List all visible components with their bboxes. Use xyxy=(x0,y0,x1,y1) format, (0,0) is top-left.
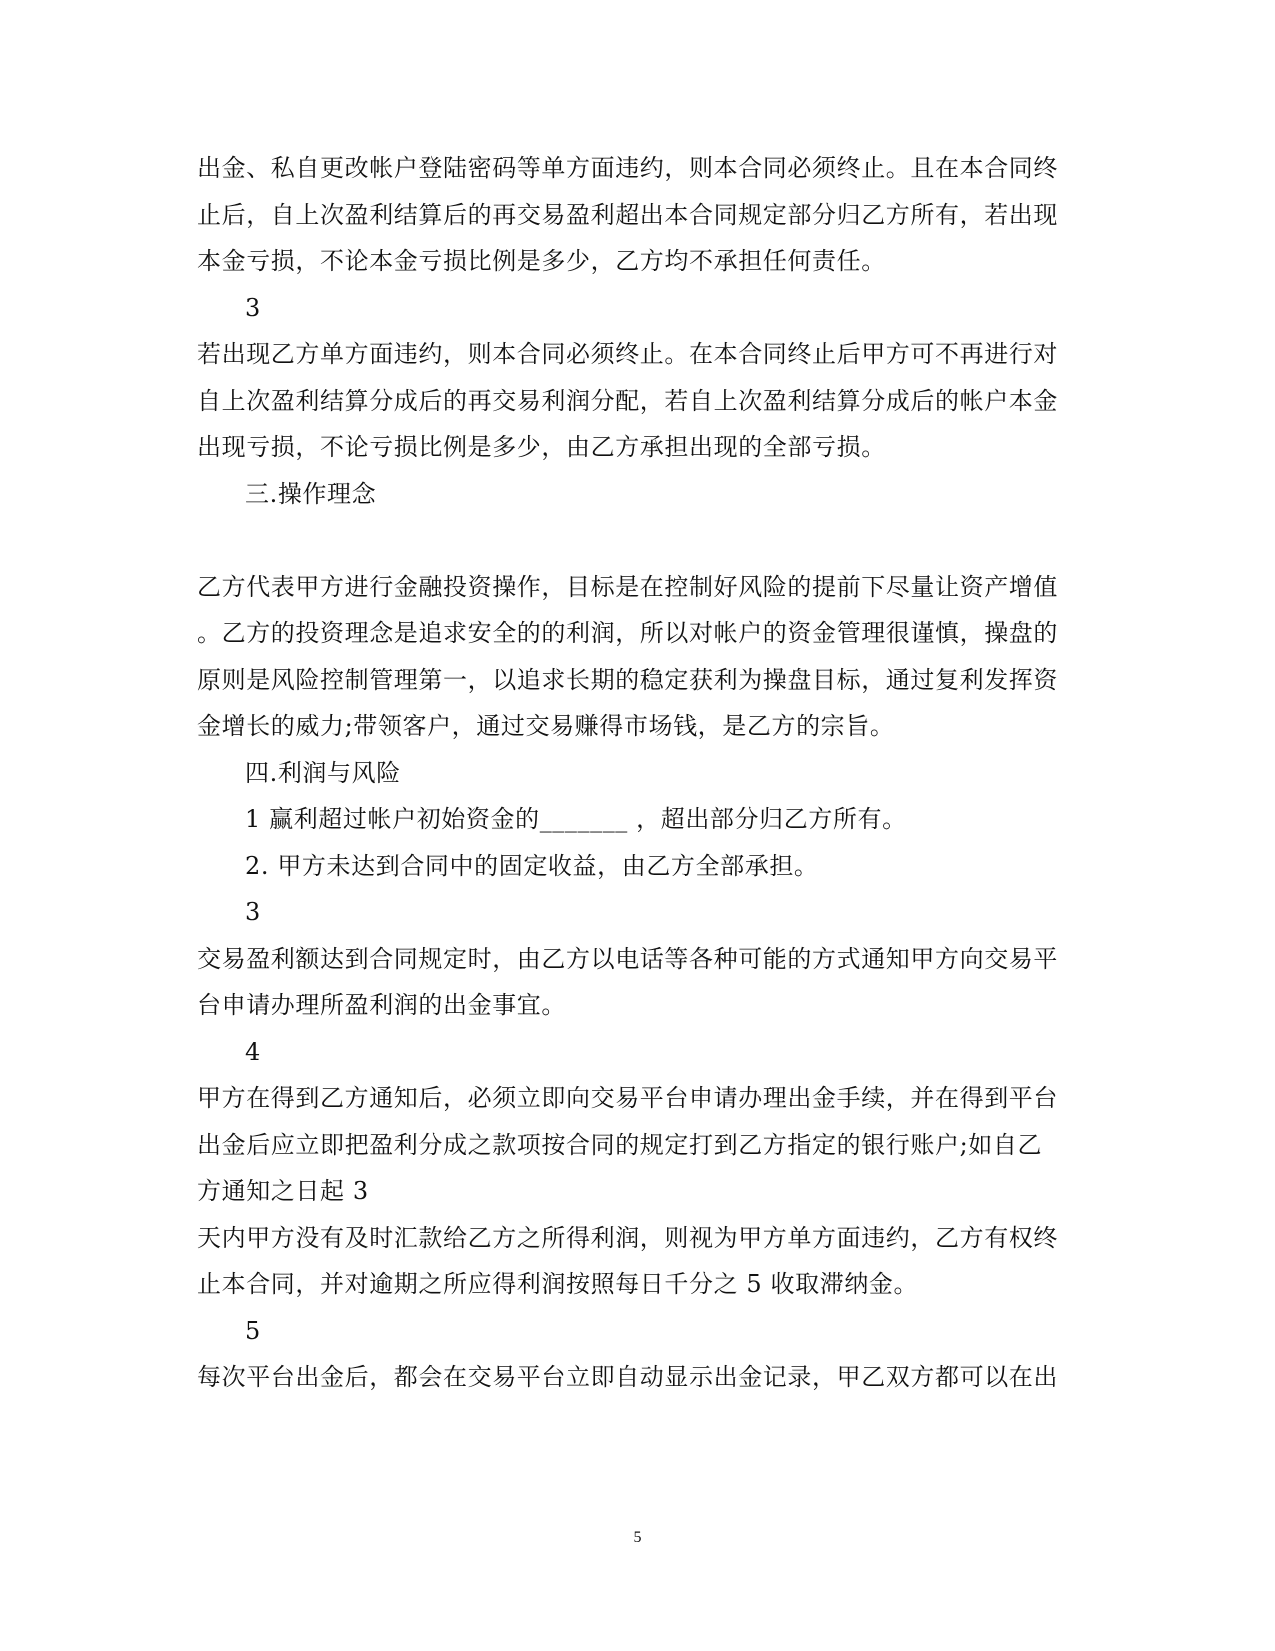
text-line: 甲方在得到乙方通知后，必须立即向交易平台申请办理出金手续，并在得到平台 xyxy=(197,1084,1058,1112)
text-line: 若出现乙方单方面违约，则本合同必须终止。在本合同终止后甲方可不再进行对 xyxy=(197,340,1058,368)
text-line: 。乙方的投资理念是追求安全的的利润，所以对帐户的资金管理很谨慎，操盘的 xyxy=(197,619,1058,647)
text-line: 出金后应立即把盈利分成之款项按合同的规定打到乙方指定的银行账户;如自乙 xyxy=(197,1131,1043,1159)
text-line: 台申请办理所盈利润的出金事宜。 xyxy=(197,991,566,1019)
text-line: 2. 甲方未达到合同中的固定收益，由乙方全部承担。 xyxy=(245,852,819,880)
item-number: 3 xyxy=(245,294,261,322)
text-line: 原则是风险控制管理第一，以追求长期的稳定获利为操盘目标，通过复利发挥资 xyxy=(197,666,1058,694)
text-line: 本金亏损，不论本金亏损比例是多少，乙方均不承担任何责任。 xyxy=(197,247,886,275)
page-number: 5 xyxy=(633,1529,642,1546)
text-line: 自上次盈利结算分成后的再交易利润分配，若自上次盈利结算分成后的帐户本金 xyxy=(197,387,1058,415)
section-heading: 三.操作理念 xyxy=(245,480,377,508)
text-line: 方通知之日起 3 xyxy=(197,1177,369,1205)
text-line: 交易盈利额达到合同规定时，由乙方以电话等各种可能的方式通知甲方向交易平 xyxy=(197,945,1058,973)
text-line: 乙方代表甲方进行金融投资操作，目标是在控制好风险的提前下尽量让资产增值 xyxy=(197,573,1058,601)
item-number: 4 xyxy=(245,1038,261,1066)
text-line: 每次平台出金后，都会在交易平台立即自动显示出金记录，甲乙双方都可以在出 xyxy=(197,1363,1058,1391)
text-line: 1 赢利超过帐户初始资金的_______ ，超出部分归乙方所有。 xyxy=(245,805,907,833)
item-number: 3 xyxy=(245,898,261,926)
text-line: 出现亏损，不论亏损比例是多少，由乙方承担出现的全部亏损。 xyxy=(197,433,886,461)
item-number: 5 xyxy=(245,1317,261,1345)
text-line: 止后，自上次盈利结算后的再交易盈利超出本合同规定部分归乙方所有，若出现 xyxy=(197,201,1058,229)
text-line: 天内甲方没有及时汇款给乙方之所得利润，则视为甲方单方面违约，乙方有权终 xyxy=(197,1224,1058,1252)
text-line: 止本合同，并对逾期之所应得利润按照每日千分之 5 收取滞纳金。 xyxy=(197,1270,919,1298)
section-heading: 四.利润与风险 xyxy=(245,759,401,787)
text-line: 金增长的威力;带领客户，通过交易赚得市场钱，是乙方的宗旨。 xyxy=(197,712,895,740)
text-line: 出金、私自更改帐户登陆密码等单方面违约，则本合同必须终止。且在本合同终 xyxy=(197,154,1058,182)
